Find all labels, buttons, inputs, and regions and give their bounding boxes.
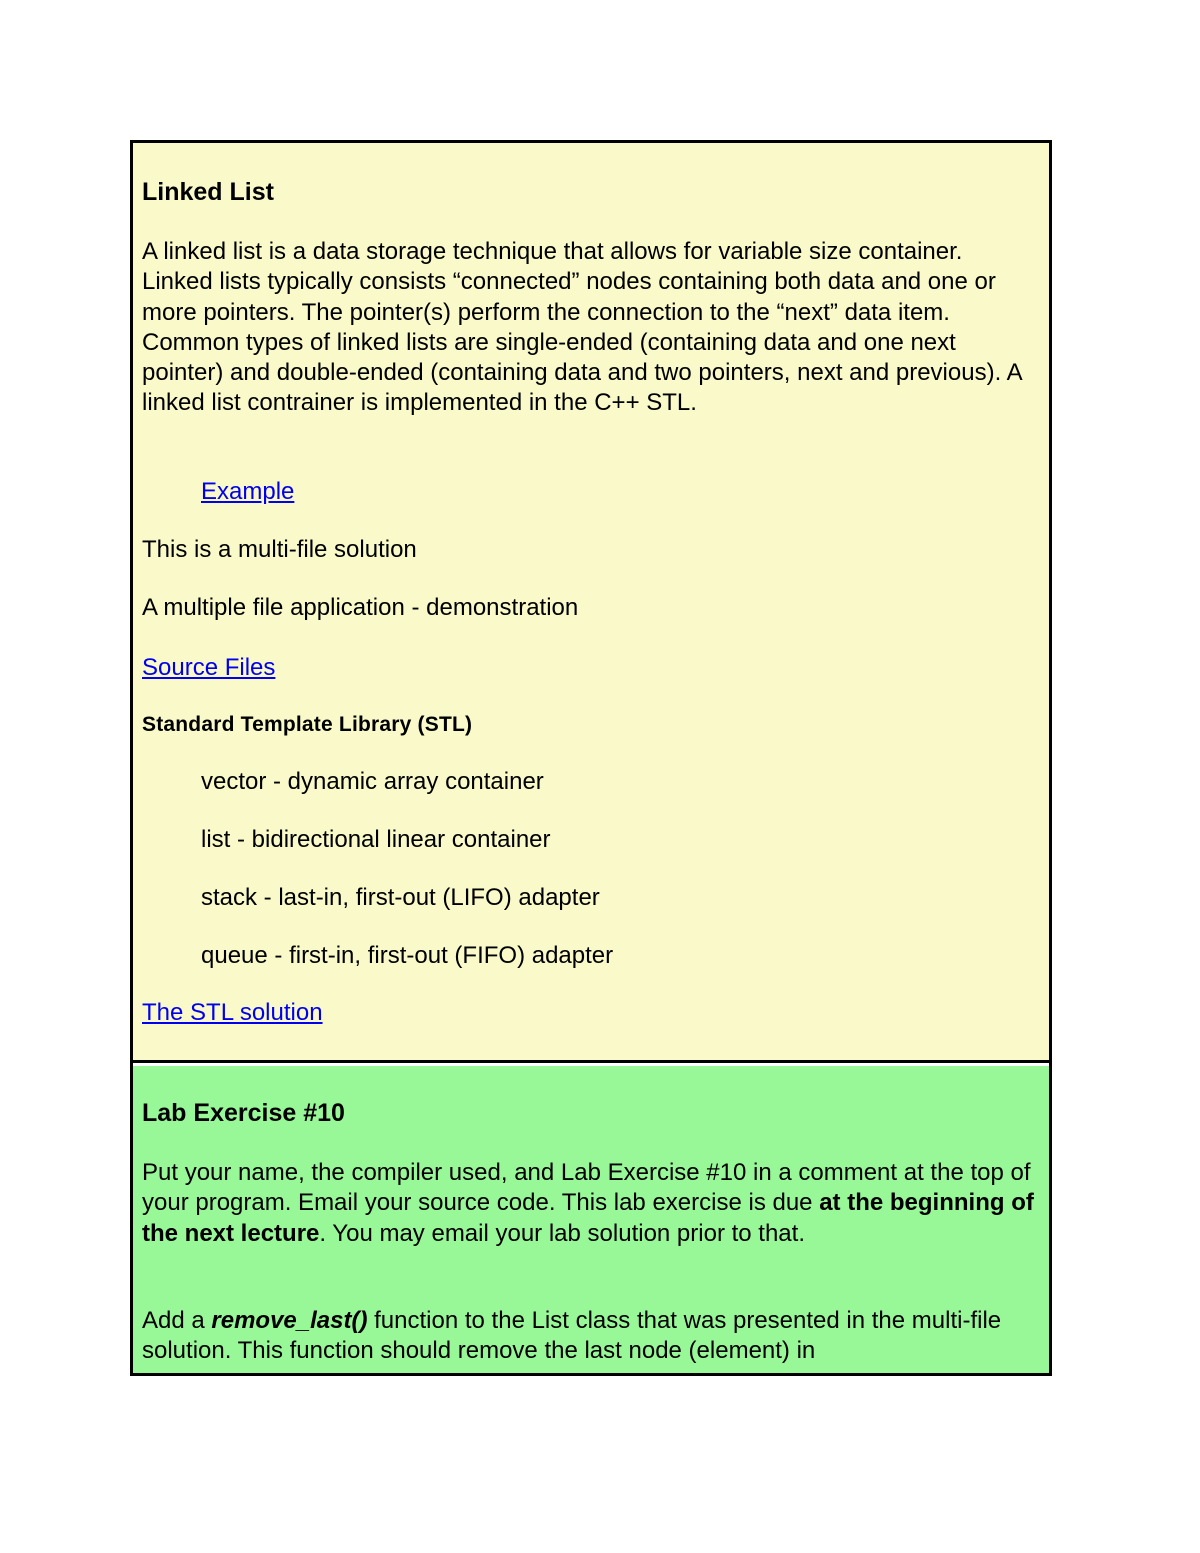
stl-heading: Standard Template Library (STL) (142, 713, 473, 736)
document-page (130, 140, 1052, 1376)
source-files-link[interactable]: Source Files (142, 654, 276, 681)
linked-list-heading: Linked List (142, 178, 274, 206)
stl-item-list: list - bidirectional linear container (201, 826, 551, 853)
lab-instructions (142, 1158, 1039, 1249)
lab-task (142, 1306, 1039, 1367)
multi-file-demo-text: A multiple file application - demonstration (142, 594, 579, 621)
linked-list-panel (133, 143, 1049, 1063)
lab-task-prefix: Add a (142, 1307, 212, 1334)
stl-solution-link[interactable]: The STL solution (142, 999, 323, 1026)
stl-item-vector: vector - dynamic array container (201, 768, 544, 795)
function-name: remove_last() (211, 1307, 368, 1334)
multi-file-note: This is a multi-file solution (142, 536, 417, 563)
lab-exercise-panel (133, 1066, 1049, 1373)
lab-instructions-tail: . You may email your lab solution prior to that. (319, 1219, 805, 1247)
lab-due-date: at the beginning of the next lecture (142, 1189, 1034, 1247)
lab-instructions-text: Put your name, the compiler used, and Lab Exercise #10 in a comment at the top of your program. Email your source code. This lab exercise is due (142, 1159, 1031, 1217)
stl-item-queue: queue - first-in, first-out (FIFO) adapter (201, 942, 614, 969)
stl-item-stack: stack - last-in, first-out (LIFO) adapter (201, 884, 600, 911)
lab-heading: Lab Exercise #10 (142, 1099, 345, 1127)
linked-list-description: A linked list is a data storage technique that allows for variable size container. Linked lists typically consists “connected” nodes containing both data and one or more pointers. The pointer(s) perform the connection to the “next” data item. Common types of linked lists are single-ended (containing data and one next pointer) and double-ended (containing data and two pointers, next and previous). A linked list contrainer is implemented in the C++ STL. (142, 238, 1022, 417)
example-link[interactable]: Example (201, 478, 295, 505)
lab-task-suffix: function to the List class that was presented in the multi-file solution. This function should remove the last node (element) in (142, 1307, 1002, 1365)
